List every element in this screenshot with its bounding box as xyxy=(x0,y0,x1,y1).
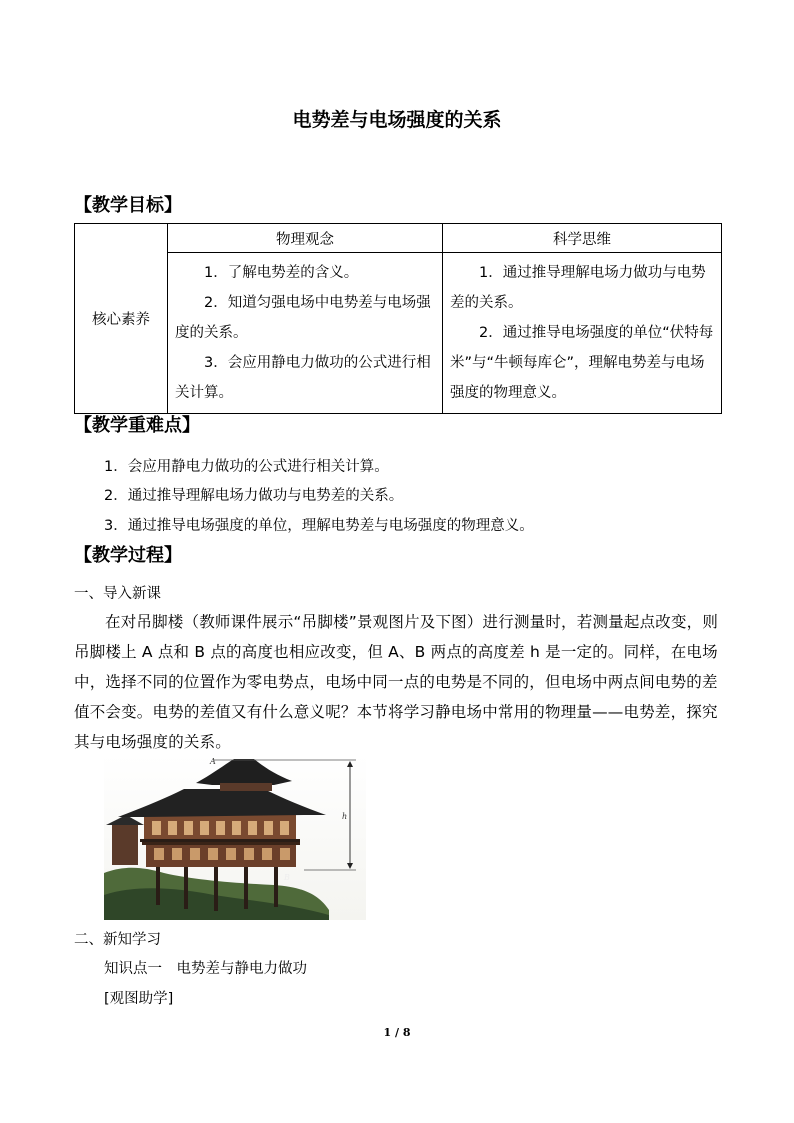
physics-concept-item: 2．知道匀强电场中电势差与电场强度的关系。 xyxy=(175,295,431,341)
physics-concepts-cell xyxy=(168,253,443,414)
knowledge-point-title: 知识点一 电势差与静电力做功 xyxy=(104,961,307,977)
physics-concept-item: 1．了解电势差的含义。 xyxy=(204,265,359,281)
scientific-thinking-item: 1．通过推导理解电场力做功与电势差的关系。 xyxy=(450,265,706,311)
section-key-points-heading: 【教学重难点】 xyxy=(74,415,200,436)
guide-label: [观图助学] xyxy=(104,991,174,1007)
figure-label-h: h xyxy=(342,812,348,821)
scientific-thinking-item: 2．通过推导电场强度的单位“伏特每米”与“牛顿每库仑”，理解电势差与电场强度的物理意义。 xyxy=(450,325,714,401)
page-number: 1 / 8 xyxy=(383,1026,411,1039)
part1-title: 一、导入新课 xyxy=(74,586,161,602)
key-point-item: 3．通过推导电场强度的单位，理解电势差与电场强度的物理意义。 xyxy=(104,518,534,534)
key-point-item: 1．会应用静电力做功的公式进行相关计算。 xyxy=(104,459,389,475)
objectives-table xyxy=(74,223,722,414)
physics-concept-item: 3．会应用静电力做功的公式进行相关计算。 xyxy=(175,355,431,401)
header-scientific-thinking: 科学思维 xyxy=(443,224,722,253)
figure-label-a: A xyxy=(210,757,216,766)
section-process-heading: 【教学过程】 xyxy=(74,545,182,566)
stilt-house-figure xyxy=(104,755,366,920)
part2-title: 二、新知学习 xyxy=(74,932,161,948)
section-objectives-heading: 【教学目标】 xyxy=(74,195,182,216)
intro-paragraph: 在对吊脚楼（教师课件展示“吊脚楼”景观图片及下图）进行测量时，若测量起点改变，则吊脚楼上 A 点和 B 点的高度也相应改变，但 A、B 两点的高度差 h 是一定的。同样，在电场中，选择不同的位置作为零电势点，电场中同一点的电势是不同的，但电场中两点间电势的差值不会变。电势的差值又有什么意义呢？本节将学习静电场中常用的物理量——电势差，探究其与电场强度的关系。 xyxy=(74,613,719,751)
key-point-item: 2．通过推导理解电场力做功与电势差的关系。 xyxy=(104,488,404,504)
page-title: 电势差与电场强度的关系 xyxy=(292,109,502,131)
core-literacy-label: 核心素养 xyxy=(75,224,168,414)
figure-label-b: B xyxy=(284,873,290,882)
header-physics-concepts: 物理观念 xyxy=(168,224,443,253)
scientific-thinking-cell xyxy=(443,253,722,414)
